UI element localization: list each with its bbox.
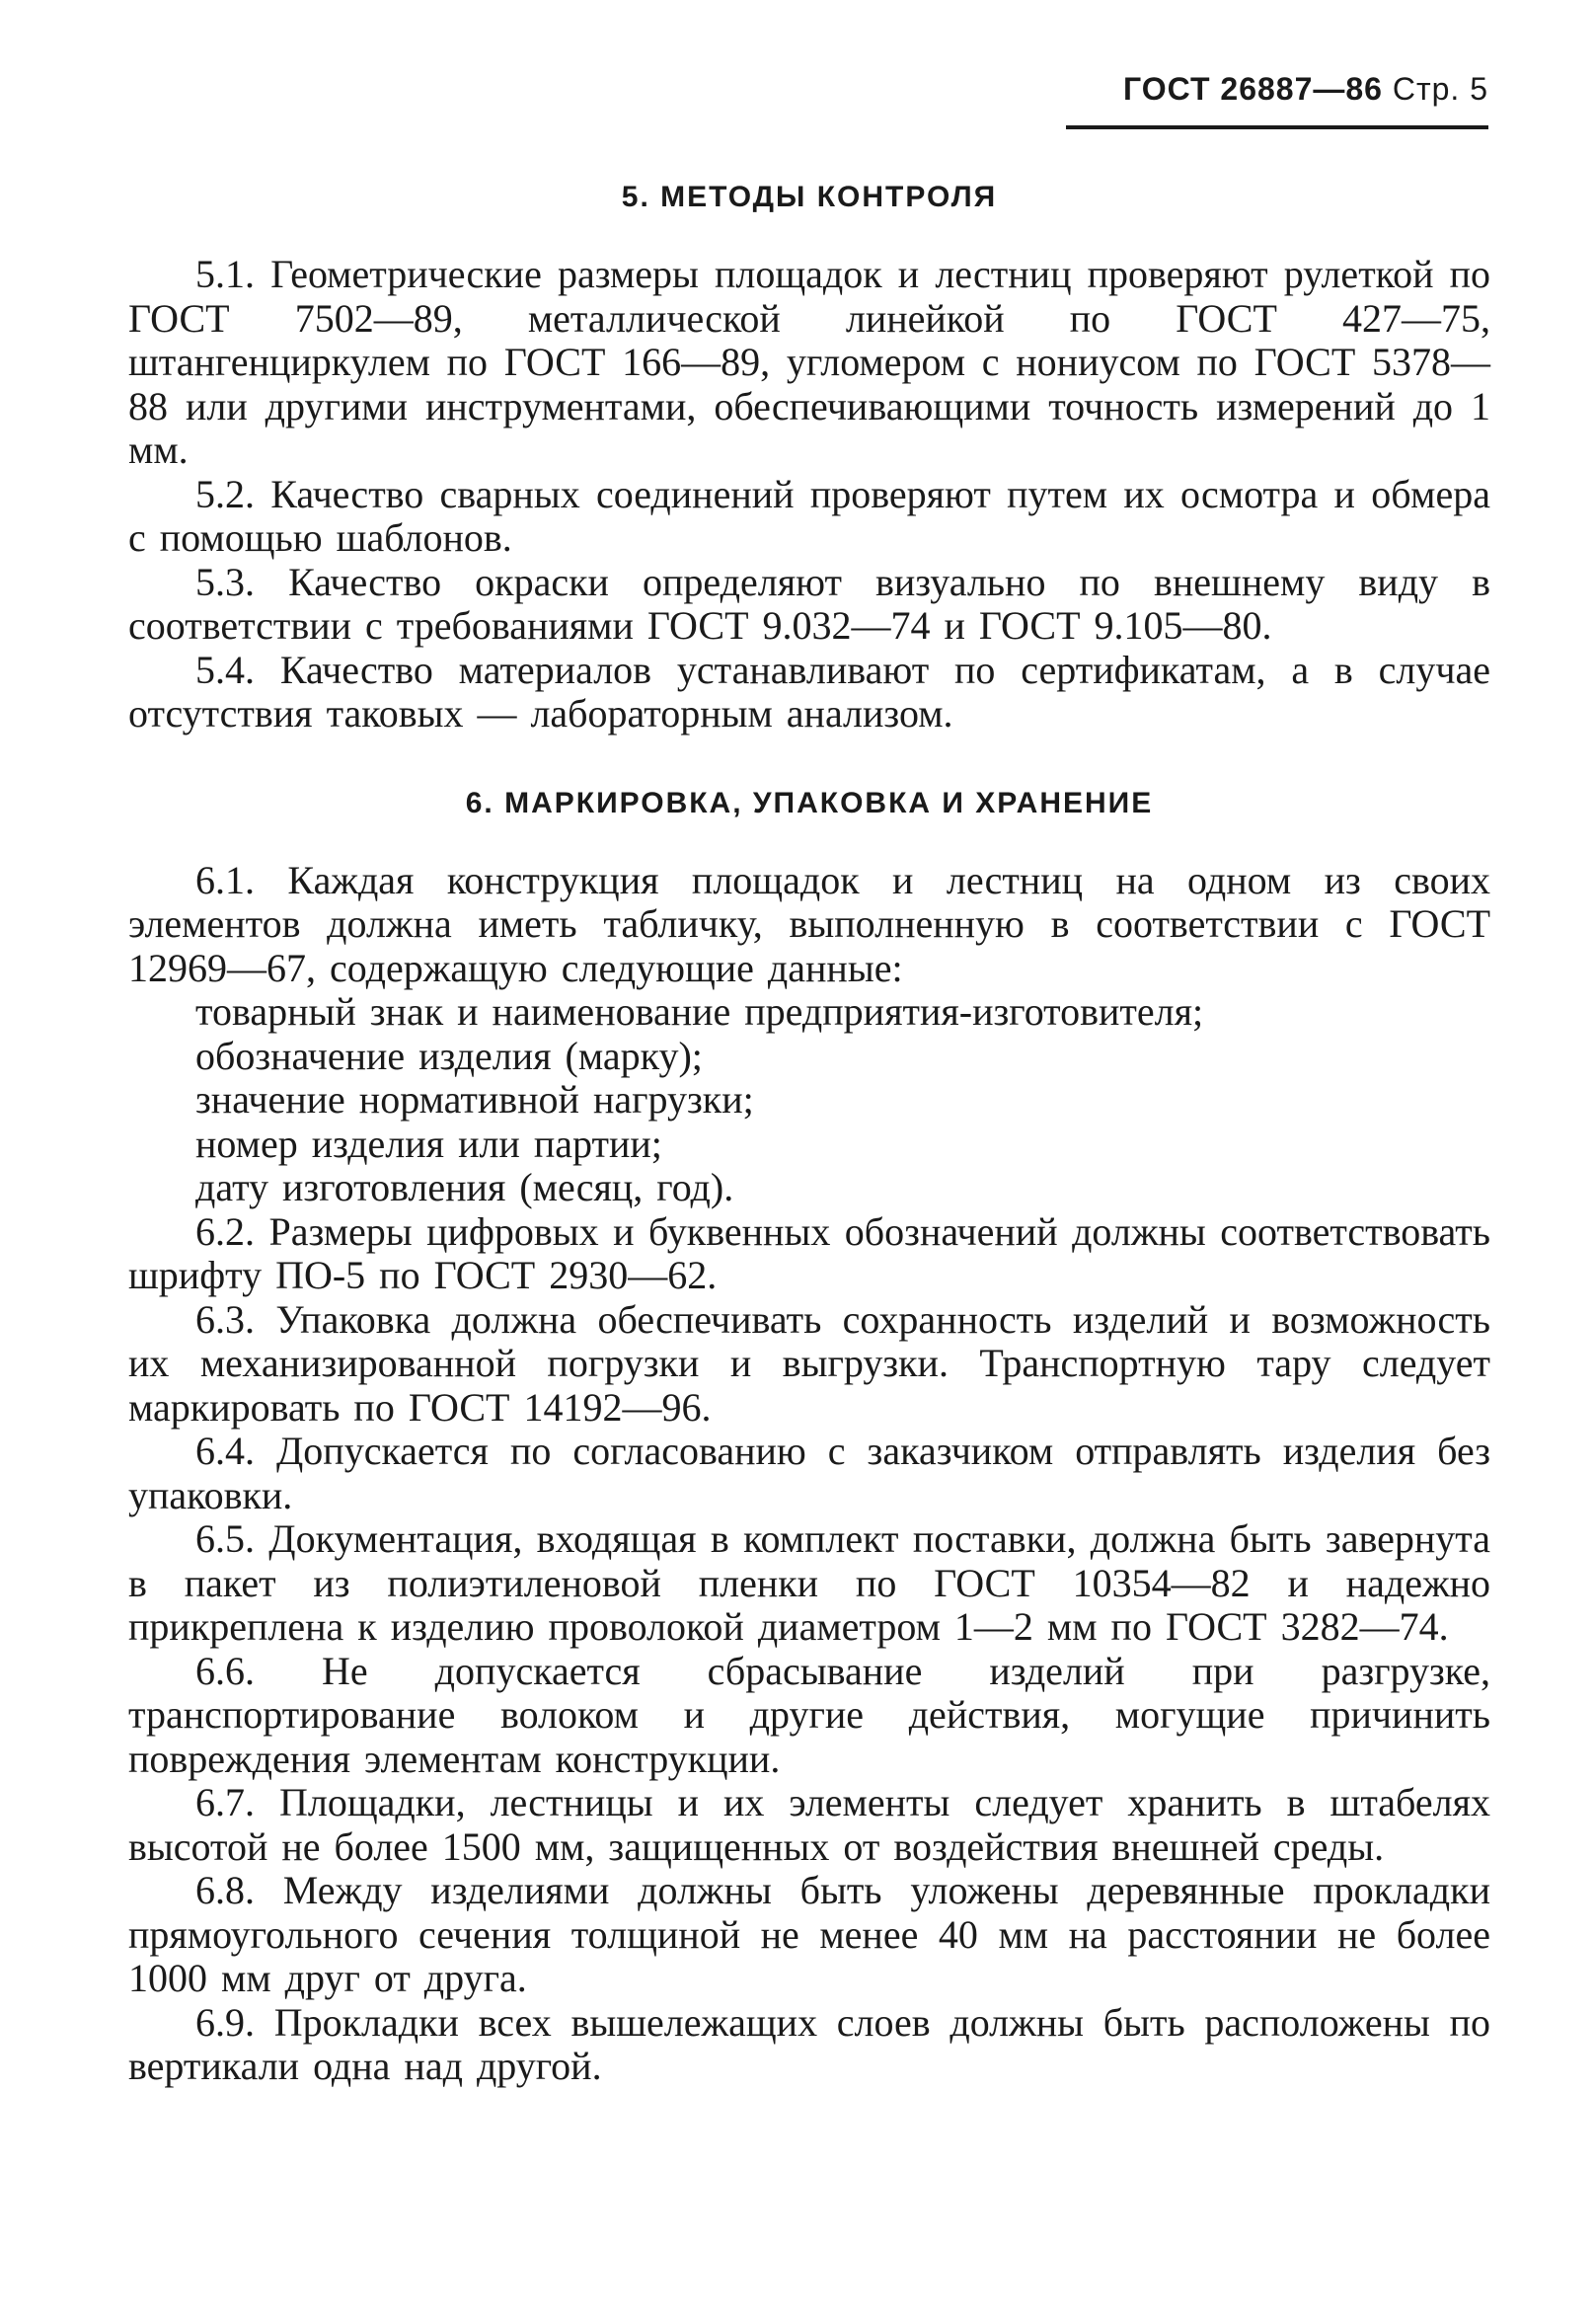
clause-6-7: 6.7. Площадки, лестницы и их элементы следует хранить в штабелях высотой не более 1500 мм, защищенных от воздействия внешней среды. [128,1780,1490,1869]
list-item: номер изделия или партии; [195,1121,662,1166]
clause-6-6: 6.6. Не допускается сбрасывание изделий при разгрузке, транспортирование волоком и другие действия, могущие причинить повреждения элементам конструкции. [128,1648,1490,1781]
section-5-heading: 5. МЕТОДЫ КОНТРОЛЯ [621,181,998,213]
clause-6-1-list [128,990,1490,1210]
section-6-heading: 6. МАРКИРОВКА, УПАКОВКА И ХРАНЕНИЕ [465,786,1154,819]
page-number: Стр. 5 [1392,71,1488,107]
clause-6-2: 6.2. Размеры цифровых и буквенных обозначений должны соответствовать шрифту ПО-5 по ГОСТ 2930—62. [128,1208,1490,1297]
clause-5-3: 5.3. Качество окраски определяют визуально по внешнему виду в соответствии с требованиями ГОСТ 9.032—74 и ГОСТ 9.105—80. [128,559,1490,648]
list-item: товарный знак и наименование предприятия-изготовителя; [195,989,1204,1034]
clause-6-1: 6.1. Каждая конструкция площадок и лестниц на одном из своих элементов должна иметь табличку, выполненную в соответствии с ГОСТ 12969—67, содержащую следующие данные: [128,857,1490,990]
list-item: дату изготовления (месяц, год). [195,1165,734,1209]
clause-5-2: 5.2. Качество сварных соединений проверяют путем их осмотра и обмера с помощью шаблонов. [128,471,1490,560]
clause-6-8: 6.8. Между изделиями должны быть уложены деревянные прокладки прямоугольного сечения толщиной не менее 40 мм на расстоянии не более 1000 мм друг от друга. [128,1868,1490,2000]
clause-5-1: 5.1. Геометрические размеры площадок и лестниц проверяют рулеткой по ГОСТ 7502—89, металлической линейкой по ГОСТ 427—75, штангенциркулем по ГОСТ 166—89, угломером с нониусом по ГОСТ 5378—88 или другими инструментами, обеспечивающими точность измерений до 1 мм. [128,252,1490,472]
list-item: обозначение изделия (марку); [195,1033,703,1078]
list-item: значение нормативной нагрузки; [195,1077,754,1122]
header-rule [1066,125,1488,129]
clause-6-4: 6.4. Допускается по согласованию с заказчиком отправлять изделия без упаковки. [128,1429,1490,1517]
clause-6-3: 6.3. Упаковка должна обеспечивать сохранность изделий и возможность их механизированной погрузки и выгрузки. Транспортную тару следует маркировать по ГОСТ 14192—96. [128,1296,1490,1430]
clause-6-5: 6.5. Документация, входящая в комплект поставки, должна быть завернута в пакет из полиэтиленовой пленки по ГОСТ 10354—82 и надежно прикреплена к изделию проволокой диаметром 1—2 мм по ГОСТ 3282—74. [128,1516,1490,1649]
running-header [1123,71,1488,108]
clause-6-9: 6.9. Прокладки всех вышележащих слоев должны быть расположены по вертикали одна над другой. [128,1999,1490,2088]
clause-5-4: 5.4. Качество материалов устанавливают по сертификатам, а в случае отсутствия таковых — лабораторным анализом. [128,647,1490,736]
document-code: ГОСТ 26887—86 [1123,71,1383,107]
document-body [128,178,1490,2089]
